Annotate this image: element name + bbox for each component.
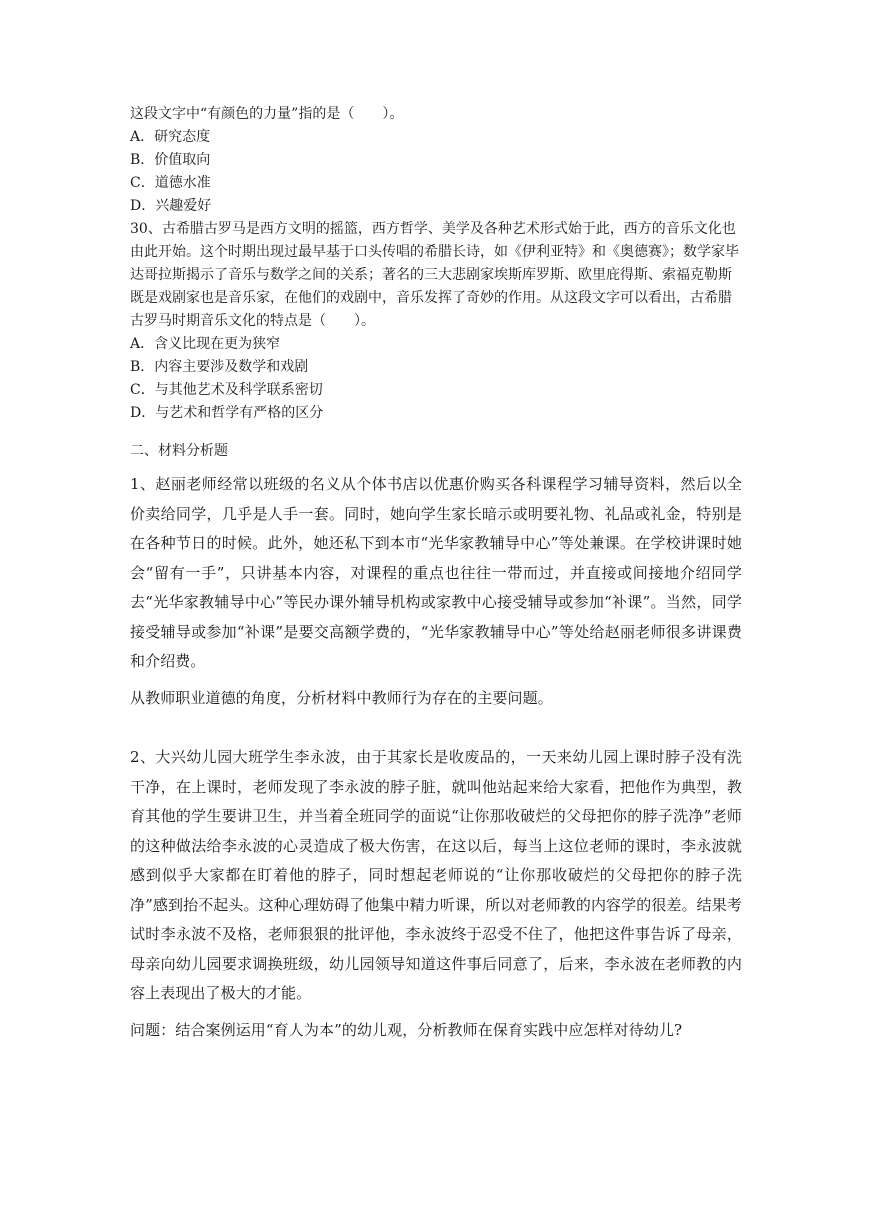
option-b: B．价值取向 — [130, 152, 211, 168]
case-2 — [130, 743, 742, 1052]
option-d: D．兴趣爱好 — [130, 198, 212, 214]
question-stem: 30、古希腊古罗马是西方文明的摇篮，西方哲学、美学及各种艺术形式始于此，西方的音乐文化也由此开始。这个时期出现过最早基于口头传唱的希腊长诗，如《伊利亚特》和《奥德赛》；数学家毕达哥拉斯揭示了音乐与数学之间的关系；著名的三大悲剧家埃斯库罗斯、欧里庇得斯、索福克勒斯既是戏剧家也是音乐家，在他们的戏剧中，音乐发挥了奇妙的作用。从这段文字可以看出，古希腊古罗马时期音乐文化的特点是（ ）。 — [130, 221, 739, 329]
option-c: C．与其他艺术及科学联系密切 — [130, 382, 323, 398]
question-30 — [130, 218, 740, 425]
case-1 — [130, 470, 742, 720]
option-a: A．含义比现在更为狭窄 — [130, 336, 281, 352]
section-heading — [130, 440, 740, 463]
option-d: D．与艺术和哲学有严格的区分 — [130, 405, 324, 421]
question-29 — [130, 103, 740, 218]
case-text: 2、大兴幼儿园大班学生李永波，由于其家长是收废品的，一天来幼儿园上课时脖子没有洗干净，在上课时，老师发现了李永波的脖子脏，就叫他站起来给大家看，把他作为典型，教育其他的学生要讲卫生，并当着全班同学的面说“让你那收破烂的父母把你的脖子洗净”老师的这种做法给李永波的心灵造成了极大伤害，在这以后，每当上这位老师的课时，李永波就感到似乎大家都在盯着他的脖子，同时想起老师说的“让你那收破烂的父母把你的脖子洗净”感到抬不起头。这种心理妨碍了他集中精力听课，所以对老师教的内容学的很差。结果考试时李永波不及格，老师狠狠的批评他，李永波终于忍受不住了，他把这件事告诉了母亲，母亲向幼儿园要求调换班级，幼儿园领导知道这件事后同意了，后来，李永波在老师教的内容上表现出了极大的才能。 — [130, 748, 742, 1002]
case-text: 1、赵丽老师经常以班级的名义从个体书店以优惠价购买各科课程学习辅导资料，然后以全价卖给同学，几乎是人手一套。同时，她向学生家长暗示或明要礼物、礼品或礼金，特别是在各种节日的时候。此外，她还私下到本市“光华家教辅导中心”等处兼课。在学校讲课时她会“留有一手”，只讲基本内容，对课程的重点也往往一带而过，并直接或间接地介绍同学去“光华家教辅导中心”等民办课外辅导机构或家教中心接受辅导或参加“补课”。当然，同学接受辅导或参加“补课”是要交高额学费的，“光华家教辅导中心”等处给赵丽老师很多讲课费和介绍费。 — [130, 475, 742, 670]
section-title: 二、材料分析题 — [130, 443, 228, 459]
option-a: A．研究态度 — [130, 129, 211, 145]
case-question: 从教师职业道德的角度，分析材料中教师行为存在的主要问题。 — [130, 688, 553, 707]
question-stem: 这段文字中“有颜色的力量”指的是（ ）。 — [130, 106, 404, 122]
option-b: B．内容主要涉及数学和戏剧 — [130, 359, 309, 375]
option-c: C．道德水准 — [130, 175, 211, 191]
case-question: 问题：结合案例运用“育人为本”的幼儿观，分析教师在保育实践中应怎样对待幼儿? — [130, 1020, 683, 1039]
